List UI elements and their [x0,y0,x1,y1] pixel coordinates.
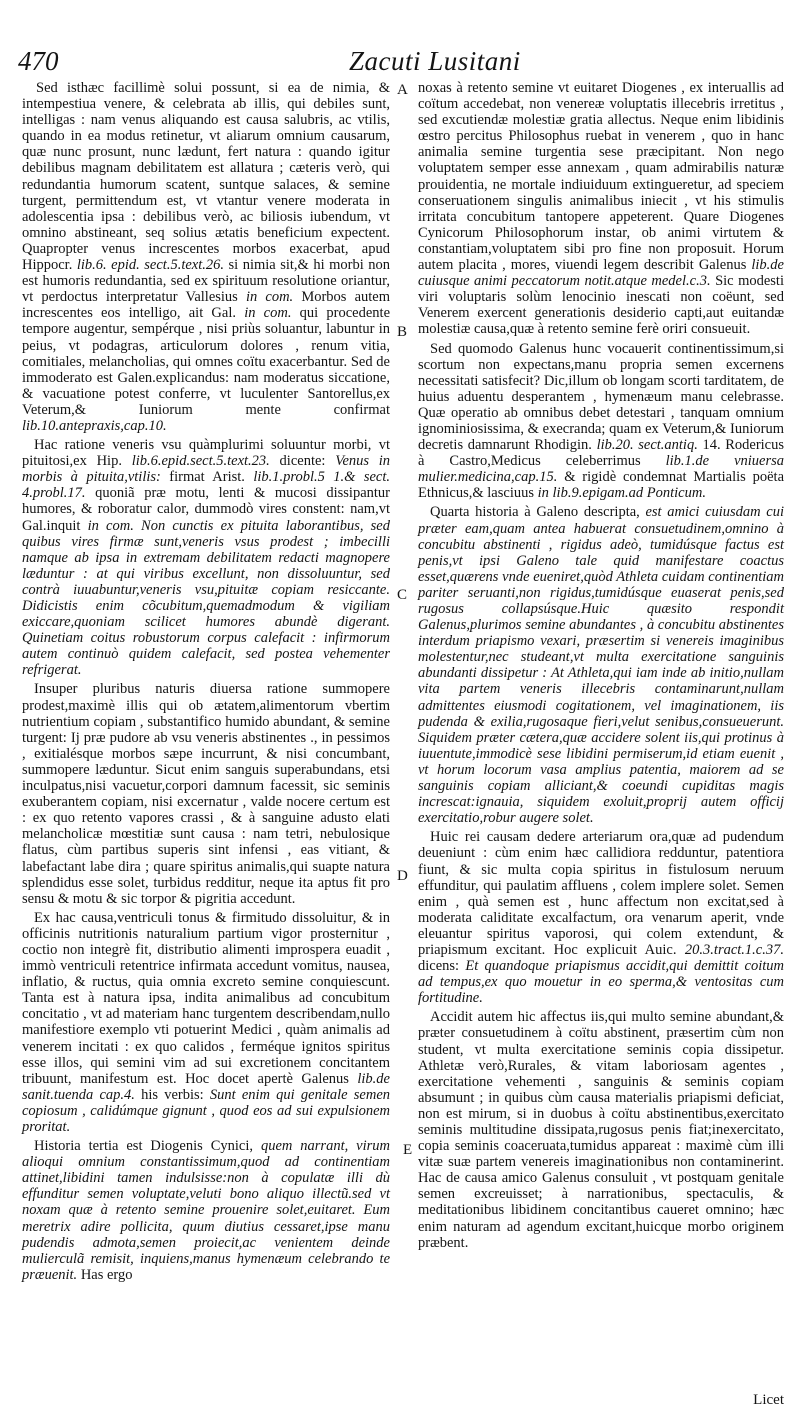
right-paragraph-4 [418,829,784,1006]
right-p4-text-1: Huic rei causam dedere arteriarum ora,quæ ad pudendum deueniunt : cùm enim hæc callidiora redduntur, patentiora fiunt, & sic multa copia spiritus in fistulosum neruum effunditur, qui paulatim affluens , colem implere solet. Semen enim , quà semen est , hunc affectum non excitat,sed à moderata caliditate excalfactum, ora venarum aperit, vnde eleuantur spiritus vaporosi, qui colem extendunt, & priapismum excitant. Hoc explicuit Auic. [418,829,784,958]
right-p3-text-1: Quarta historia à Galeno descripta, [430,504,640,521]
right-p2-text-3: & rigidè condemnat Martialis poëta Ethnicus,& lasciuus [418,469,785,502]
right-paragraph-5 [418,1009,784,1250]
left-p5-quote-1: quem narrant, virum alioqui omnium constantissimum,quod ad continentiam attinet,libidini tamen indulsisse:non à copulatæ illi dù effunditur semen voluptate,veluti bono aliquo illectũ.sed vt noxam quæ à retento semine prouenire solet,euitaret. Eum meretrix adire pollicita, quum diutius cessaret,ipse manu pudendis admota,semen proiecit,ac venientem deinde mulierculã remisit, inquiens,manus hymenæum celebrando te præuenit. [22,1138,390,1283]
right-p2-text-1: Sed quomodo Galenus hunc vocauerit continentissimum,si scortum non expectans,manu propria semen excernens necessitati satisfecit? Dic,illum ob longam scorti tarditatem, de huius aduentu desperantem , hymenæum manu celebrasse. Quæ operatio ab omnibus debet detestari , tanquam omnium ignominiosissima, & execranda; quam ex Veterum,& Iuniorum decretis damnarunt Rhodigin. [418,340,784,454]
left-p2-quote-2: in com. Non cunctis ex pituita laborantibus, sed quibus vires firmæ sunt,veneris vsus prodest ; imbecilli namque ab ipsa in extremam debilitatem redacti magnopere læduntur : at qui viribus excellunt, non dissoluuntur, sed contrà iuuabuntur,veneris vsu,pituitæ copiam resiccante. Didicistis enim cõcubitum,quemadmodum & vigiliam exiccare,quoniam scilicet humores abundè digerant. Quinetiam coitus robustorum corpus calefacit : infirmorum autem continuò quidem calefacit, sed postea vehementer refrigerat. [22,517,390,679]
left-p1-text-1: Sed isthæc facillimè solui possunt, si ea de nimia, & intempestiua venere, & celebrata ab illis, qui debiles sunt, intelligas : nam venus aliquando est causa salubris, ac vtilis, quando in ea modus retinetur, vt aliarum omnium causarum, quæ nunc prosunt, nunc lædunt, fert natura : quando igitur debilibus magnam debilitatem est allatura ; cæteris verò, qui redundantia humorum scatent, suntque salaces, & semine turgent, permittendum est, vt vtantur venere moderata in adolescentia ipsa : debilibus verò, ac biliosis iubendum, vt omnino abstineant, seq solius ætatis beneficium expectent. Quapropter venus increscentes morbos exacerbat, apud Hippocr. [22,80,390,274]
margin-marker-e: E [403,1142,413,1158]
margin-marker-a: A [397,82,408,98]
right-p2-citation-2: lib.1.de vniuersa mulier.medicina,cap.15. [418,453,785,486]
right-p2-text-2: 14. Rodericus à Castro,Medicus celeberrimus [418,437,785,470]
margin-marker-d: D [397,868,408,884]
right-column [418,80,784,1251]
left-p4-quote-1: Sunt enim qui genitale semen copiosum , calidúmque gignunt , quod eos ad sui expulsionem proritat. [22,1086,391,1135]
catchword: Licet [753,1392,784,1408]
left-p2-citation-2: lib.1.probl.5 1.& sect. 4.probl.17. [22,469,391,502]
right-p4-citation-1: 20.3.tract.1.c.37. [684,941,784,958]
page-header [14,46,790,80]
right-p1-citation-1: lib.de cuiusque animi peccatorum notit.atque medel.c.3. [418,257,784,290]
right-p5-text-1: Accidit autem hic affectus iis,qui multo semine abundant,& præter consuetudinem à coïtu abstinent, præsertim cùm non student, vt multa exercitatione seminis copia dissipetur. Athletæ verò,Rurales, & vitam laboriosam agentes , exercitatione vehementi , sanguinis & seminis copiam absumunt ; in quibus cùm causa materialis priapismi deficiat, non est mirum, si in duobus à coïtu abstinentibus,exercitato seminis multitudine dissipata,rugosus penis fiat;inexercitato, copia seminis coaceruata,tumidus appareat : maximè cùm illi vitæ suæ partem venereis imaginationibus non contaminerint. Hac de causa amico Galenus consuluit , vt postquam genitale semen excreuisset; à narrationibus, spectaculis, & meditationibus libidinem concitantibus caueret omnino; hæc enim naturam ad agendum excitant,huicque morbo originem præbent. [418,1009,784,1251]
right-p2-citation-3: in lib.9.epigam.ad Ponticum. [537,485,706,502]
right-p3-quote-1: est amici cuiusdam cui præter eam,quam antea habuerat consuetudinem,omnino à concubitu abstinenti , rigidus adeò, tumidúsque factus est penis,vt ipsi Galeno tale quid manifestare coactus esset,quærens vnde eueniret,quòd Athleta cuidam continentiam pariter seruanti,non rigidus,tumidúsque euaserat penis,sed rugosus collapsúsque.Huic quæsito respondit Galenus,plurimos semine abundantes , à concubitu abstinentes interdum priapismo vexari, præsertim si venereis imaginibus molestentur,nec studeant,vt multa exercitatione sanguinis abundanti dissipetur : At Athleta,qui iam inde ab initio,nullam vita partem veneris illecebris contaminarunt,nullam admittentes eiusmodi cogitationem, vel imaginationem, iis pudenda & exilia,rugosaque fieri,velut senibus,consueuerunt. Siquidem præter cætera,quæ accidere solent iis,qui protinus à iuuentute,immodicè sese libidini permiserum,id etiam euenit , vt horum locorum vasa amplius patentia, maiorem ad se sanguinis copiam alliciant,& coeundi cupiditas magis increscat:ignauia, siquidem exoluit,proprij autem officij exercitatio,robur augere solet. [418,504,785,827]
right-paragraph-2 [418,341,784,502]
left-p2-text-3: firmat Arist. [169,469,245,486]
right-p4-text-2: dicens: [418,958,460,975]
right-p1-text-1: noxas à retento semine vt euitaret Diogenes , ex interuallis ad coïtum accedebat, non venereæ voluptatis illecebris irretitus , sed excutiendæ molestiæ gratia allectus. Neque enim libidinis œstro percitus Philosophus ruebat in venerem , quo in hanc animalia semine turgentia sese præcipitant. Non nego voluptatem semper esse annexam , quam admirabilis naturæ prouidentia, ne mortale indiuiduum extingueretur, ad speciem conseruationem singulis animalibus iniecit , vt his stimulis irritata concubitum tantopere appeterent. Quare Diogenes Cynicorum Philosophorum instar, ob animi virtutem & constantiam,voluptatem sibi pro fine non proposuit. Horum autem placita , mores, viuendi legem describit Galenus [418,80,784,274]
right-paragraph-3 [418,504,784,826]
left-p1-citation-1: lib.6. epid. sect.5.text.26. [76,257,224,274]
left-p2-citation-1: lib.6.epid.sect.5.text.23. [131,453,270,470]
margin-marker-b: B [397,324,408,340]
left-p5-text-2: Has ergo [80,1266,133,1283]
right-p1-text-2: Sic modesti viri voluptaris solùm lenocinio inescati non coëunt, sed Venerem exercent generationis desiderio capti,aut euitandæ molestiæ causa,quæ à retento semine ferè oriri consueuit. [418,273,784,338]
left-p4-citation-1: lib.de sanit.tuenda cap.4. [22,1070,390,1103]
page-number: 470 [18,46,59,76]
left-p3-text-1: Insuper pluribus naturis diuersa ratione summopere prodest,maximè illis qui ob ætatem,alimentorum vbertim nutrientium copiam , substantifico humido abundant, & semine turgent: Ij præ pudore ab vsu veneris abstinentes ., in pessimos , exitialésque morbos sæpe incurrunt, & nisi concumbant, summopere læduntur. Sicut enim sanguis superabundans, etsi inculpatus,nisi vacuetur,corpori damnum facessit, sic seminis exuberantem copiam, nisi excernatur , valde nocere certum est : ex quo retento vapores crassi , & à sanguine adusto elati melancholicæ mœstitiæ sunt causa : nam tetri, nebulosique flatus, cùm partibus superis sint infensi , eas vitiant, & labefactant labe dira ; quare spiritus animalis,qui suapte natura splendidus esse solet, turbidus redditur, neque ita aptus fit pro sensu & motu & sic torpor & pigritia accedunt. [22,681,390,907]
running-title: Zacuti Lusitani [349,46,521,76]
right-p2-citation-1: lib.20. sect.antiq. [596,437,698,454]
left-p2-text-2: dicente: [279,453,326,470]
left-paragraph-3 [22,681,390,906]
left-p1-text-4: qui procedente tempore augentur, sempérque , nisi priùs soluantur, labuntur in peius, vt podagras, articulorum dolores , renum vitia, comitiales, melancholias, qui omnes coïtu exacerbantur. Sed de immoderato est Galen.explicandus: nam moderatus siccatione, & vacuatione potest conferre, vt luculenter Santorellus,ex Veterum,& Iuniorum mente confirmat [22,305,391,418]
margin-marker-c: C [397,587,408,603]
left-paragraph-5 [22,1138,390,1283]
left-p4-text-2: his verbis: [141,1086,204,1103]
left-p1-text-3: Morbos autem increscentes eos intelligo, ait Gal. [22,289,390,322]
left-p1-citation-4: lib.10.antepraxis,cap.10. [22,417,167,434]
left-p2-text-1: Hac ratione veneris vsu quàmplurimi soluuntur morbi, vt pituitosi,ex Hip. [22,437,390,470]
left-paragraph-4 [22,910,390,1135]
left-p2-quote-1: Venus in morbis à pituita,vtilis: [22,453,391,486]
right-p4-quote-1: Et quandoque priapismus accidit,qui demittit coitum ad tempus,ex quo mouetur in eo sperma,& ventositas cum fortitudine. [418,958,785,1007]
left-paragraph-1 [22,80,390,434]
left-p2-text-4: quoniã præ motu, lenti & mucosi dissipantur humores, & roboratur calor, dummodò vires constent: nam,vt Gal.inquit [22,485,390,534]
right-paragraph-1 [418,80,784,338]
left-p1-text-2: si nimia sit,& hi morbi non est humoris redundantia, sed ex spirituum resolutione oriantur, vt perdoctus interpretatur Vallesius [22,257,391,306]
left-p4-text-1: Ex hac causa,ventriculi tonus & firmitudo dissoluitur, & in officinis nutritionis naturalium partium vigor prosternitur , coctio non integrè fit, distributio alimenti improspera euadit , immò ventriculi retentrice infirmata accedunt vomitus, nausea, inflatio, & ructus, quia omnia excreto semine conquiescunt. Tanta est à natura ipsa, indita animalibus ad concubitum concitatio , vt ad materiam hanc turgentem describendam,nullo manifestiore exemplo vti potuerint Medici , quàm animalis ad venerem incitati : ex quo calidos , ferméque ignitos spiritus esse illos, qui semini vim ad sui excretionem concitantem tribuunt, manifestum est. Hoc docet apertè Galenus [22,909,390,1087]
left-column [22,80,390,1283]
left-p1-citation-3: in com. [244,305,292,322]
left-p5-text-1: Historia tertia est Diogenis Cynici, [34,1138,253,1155]
left-p1-citation-2: in com. [245,289,294,306]
left-paragraph-2 [22,437,390,678]
